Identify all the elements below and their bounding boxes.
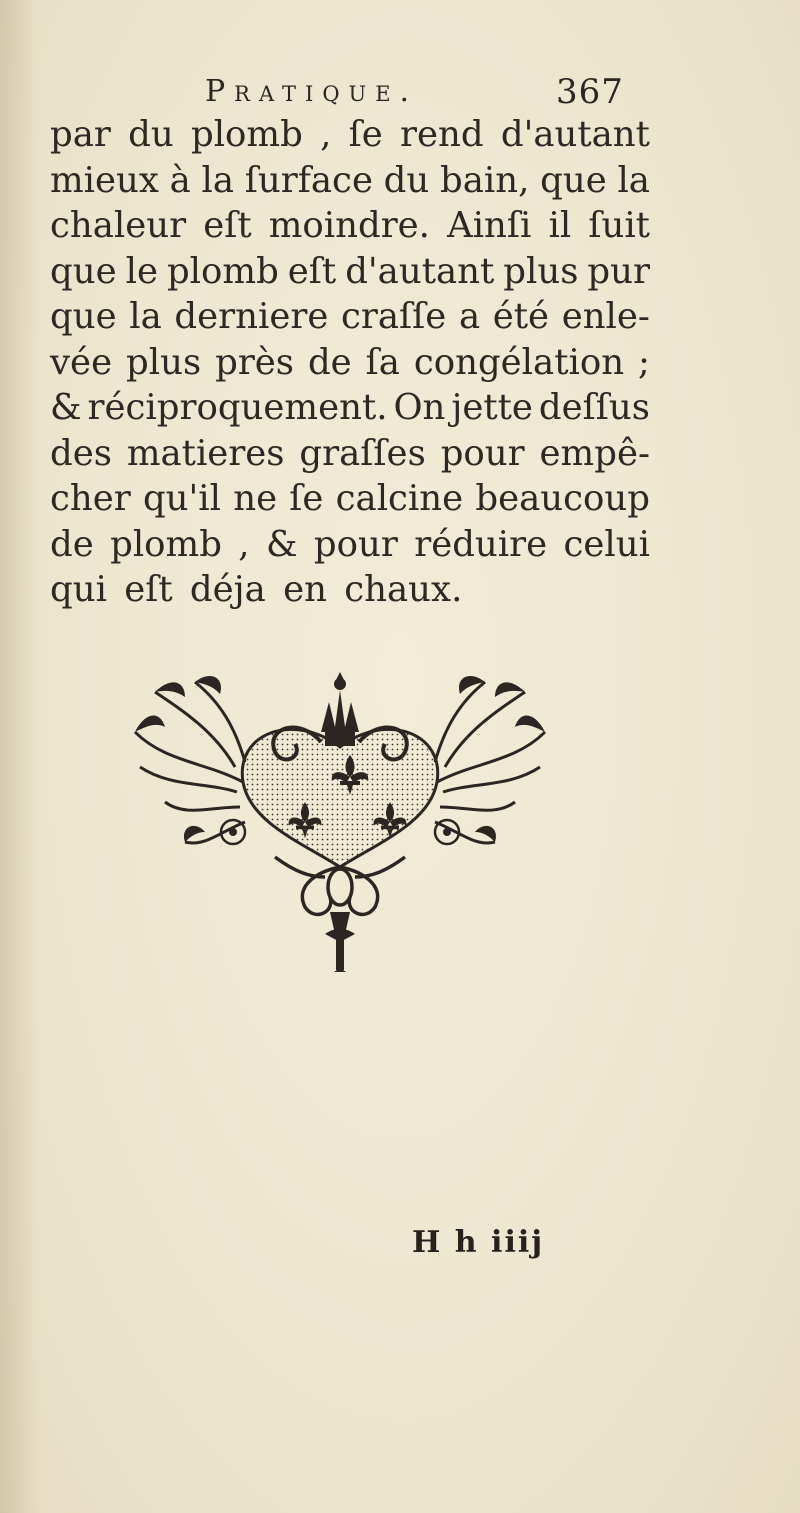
word: , bbox=[320, 114, 332, 155]
word: du bbox=[128, 114, 174, 155]
word: Ainſi bbox=[447, 205, 532, 246]
word: que bbox=[50, 250, 117, 292]
word: eſt bbox=[203, 205, 252, 246]
word: à bbox=[169, 159, 191, 201]
word: du bbox=[383, 159, 430, 201]
word: plus bbox=[503, 250, 579, 292]
word: vée bbox=[50, 341, 113, 383]
word: matieres bbox=[126, 432, 285, 474]
word: eſt bbox=[287, 250, 337, 292]
word: qu'il bbox=[142, 478, 221, 519]
word: enle- bbox=[561, 296, 650, 337]
word: la bbox=[617, 159, 650, 201]
word: craſſe bbox=[340, 296, 447, 337]
word: plomb bbox=[190, 114, 303, 155]
text-line: qui eſt déja en chaux. bbox=[50, 569, 463, 610]
word: le bbox=[125, 250, 158, 292]
text-line bbox=[50, 158, 650, 204]
word: cher bbox=[50, 478, 131, 519]
word: ſe bbox=[289, 478, 324, 519]
word: ſa bbox=[365, 341, 400, 383]
word: calcine bbox=[335, 478, 464, 519]
word: beaucoup bbox=[475, 478, 650, 519]
word: pur bbox=[587, 250, 650, 292]
page-number: 367 bbox=[556, 72, 624, 112]
word: la bbox=[201, 159, 235, 201]
word: moindre. bbox=[268, 205, 430, 246]
signature-mark: H h iiij bbox=[412, 1225, 545, 1260]
word: été bbox=[492, 296, 550, 337]
word: d'autant bbox=[345, 250, 495, 292]
word: il bbox=[548, 205, 572, 246]
word: des bbox=[50, 432, 112, 474]
word: rend bbox=[400, 114, 484, 155]
word: a bbox=[458, 296, 481, 337]
text-line bbox=[50, 340, 650, 386]
text-line bbox=[50, 112, 650, 158]
word: celui bbox=[563, 523, 650, 565]
word: derniere bbox=[174, 296, 329, 337]
word: d'autant bbox=[500, 114, 650, 155]
word: de bbox=[307, 341, 352, 383]
word: chaleur bbox=[50, 205, 187, 246]
word: près bbox=[215, 341, 295, 383]
word: On bbox=[393, 387, 446, 428]
word: pour bbox=[440, 432, 525, 474]
word: plomb bbox=[166, 250, 279, 292]
word: jette bbox=[451, 387, 533, 428]
word: congélation bbox=[413, 341, 625, 383]
word: bain, bbox=[439, 159, 530, 201]
word: empê- bbox=[539, 432, 650, 474]
text-line bbox=[50, 203, 650, 249]
word: , bbox=[238, 523, 250, 565]
running-head: Pratique. bbox=[205, 74, 419, 109]
word: de bbox=[50, 523, 94, 565]
word: plomb bbox=[110, 523, 222, 565]
word: par bbox=[50, 114, 111, 155]
word: plus bbox=[126, 341, 202, 383]
word: que bbox=[540, 159, 607, 201]
text-line bbox=[50, 385, 650, 431]
word: & bbox=[265, 523, 298, 565]
word: mieux bbox=[50, 159, 159, 201]
text-line bbox=[50, 522, 650, 568]
page-gutter-shadow bbox=[0, 0, 40, 1513]
text-line bbox=[50, 294, 650, 340]
fleur-de-lis-ornament-icon bbox=[125, 672, 555, 972]
text-line bbox=[50, 476, 650, 522]
word: pour bbox=[313, 523, 398, 565]
word: ſurface bbox=[244, 159, 373, 201]
text-line bbox=[50, 249, 650, 295]
word: ſuit bbox=[588, 205, 650, 246]
word: ; bbox=[637, 341, 650, 383]
word: ne bbox=[233, 478, 278, 519]
word: réciproquement. bbox=[87, 387, 388, 428]
word: graſſes bbox=[299, 432, 426, 474]
word: & bbox=[50, 387, 82, 428]
word: deſſus bbox=[538, 387, 650, 428]
body-text bbox=[50, 112, 650, 613]
word: réduire bbox=[414, 523, 548, 565]
word: que bbox=[50, 296, 117, 337]
word: la bbox=[129, 296, 162, 337]
word: ſe bbox=[348, 114, 383, 155]
text-line bbox=[50, 431, 650, 477]
